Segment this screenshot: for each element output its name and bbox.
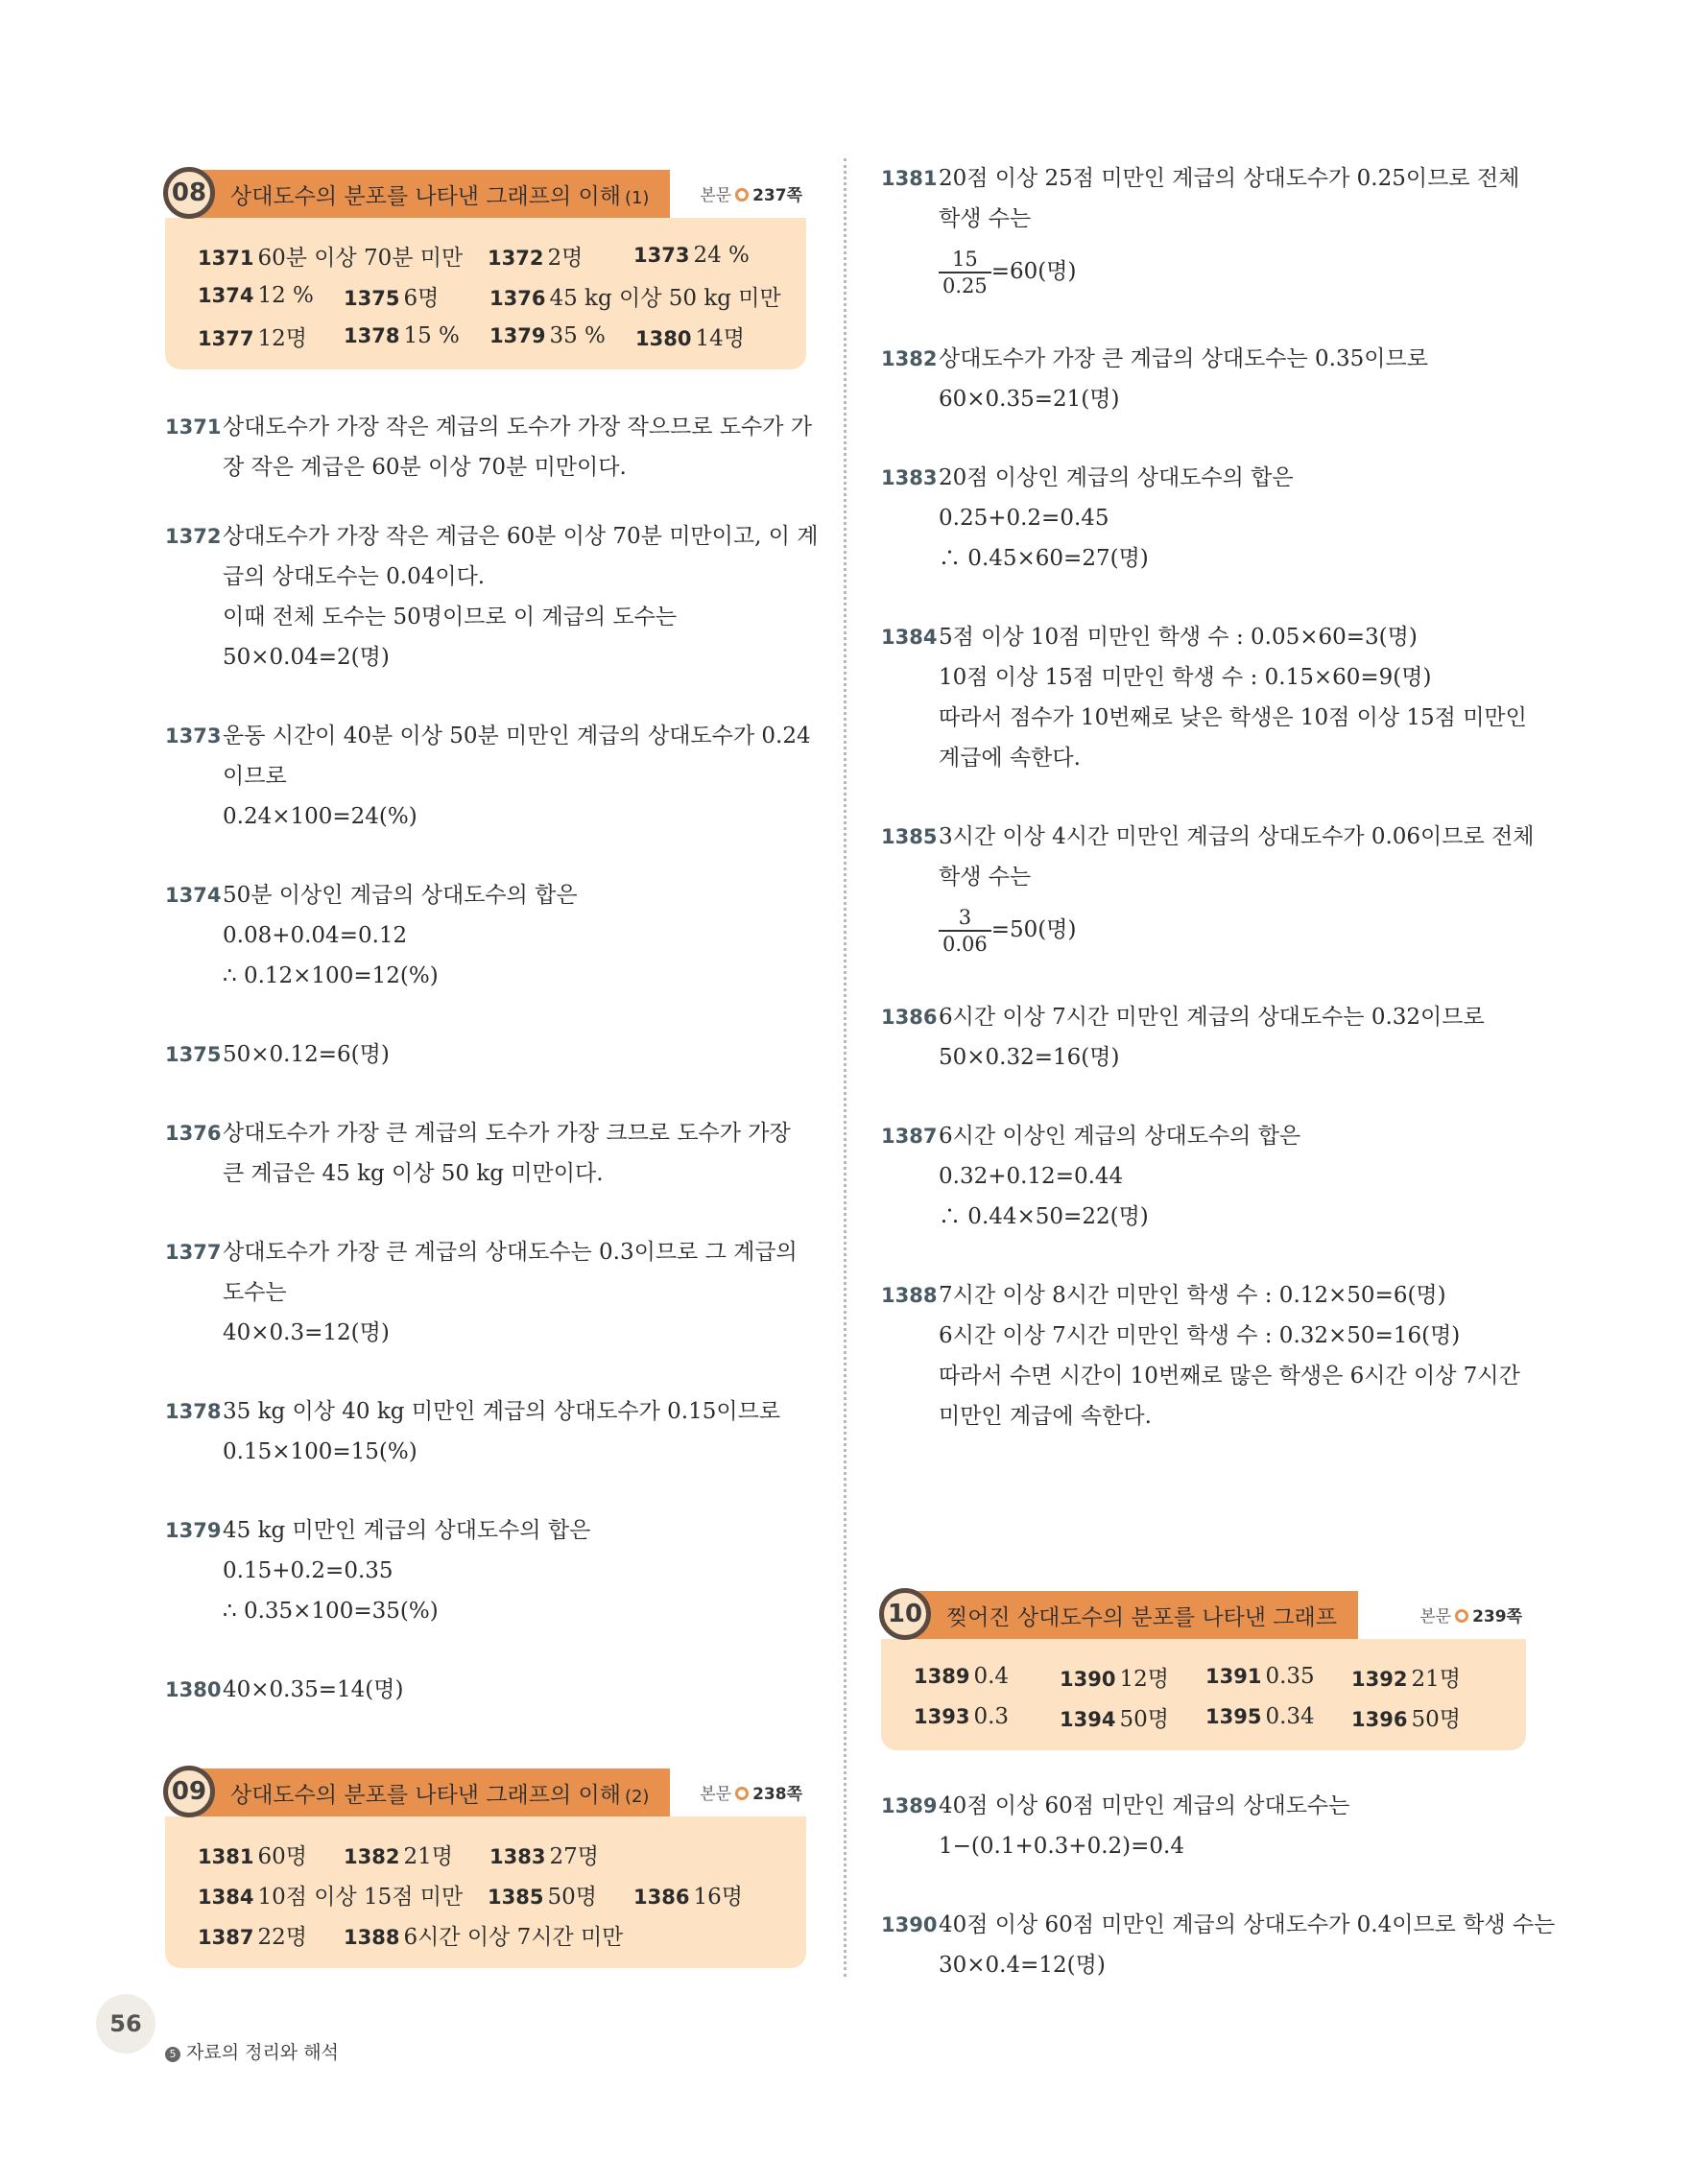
problem-number: 1384: [881, 626, 938, 649]
fraction-result: =60(명): [990, 259, 1077, 284]
answer-box: [165, 1816, 806, 1968]
answer-item: [198, 240, 488, 272]
solution-1382: [881, 339, 1526, 419]
answer-value: 45 kg 이상 50 kg 미만: [549, 285, 781, 311]
section-number: 08: [163, 167, 215, 219]
answer-value: 12명: [1119, 1666, 1169, 1692]
section-header: [165, 170, 806, 218]
answer-value: 6시간 이상 7시간 미만: [403, 1924, 624, 1950]
solution-1376: [165, 1113, 806, 1194]
answer-value: 22명: [257, 1924, 307, 1950]
solution-line: 상대도수가 가장 작은 계급의 도수가 가장 작으므로 도수가 가: [223, 415, 812, 439]
answer-row: [914, 1656, 1493, 1697]
solution-1375: [165, 1034, 806, 1075]
chapter-number-icon: 5: [165, 2047, 180, 2062]
solution-line: 학생 수는: [939, 206, 1032, 231]
solution-1379: [165, 1510, 806, 1631]
answer-item: [914, 1664, 1060, 1689]
answer-item: [198, 1839, 344, 1870]
answer-value: 6명: [403, 285, 440, 311]
fraction: [939, 247, 991, 298]
solution-line: 60×0.35=21(명): [939, 387, 1120, 412]
answer-value: 0.3: [973, 1704, 1010, 1729]
section-title-text: 찢어진 상대도수의 분포를 나타낸 그래프: [946, 1604, 1337, 1630]
answer-item: [1205, 1664, 1351, 1689]
solution-line: 따라서 점수가 10번째로 낮은 학생은 10점 이상 15점 미만인: [939, 705, 1527, 730]
answer-number: 1379: [489, 324, 546, 347]
answer-value: 24 %: [693, 243, 750, 268]
section-title: [230, 178, 649, 210]
answer-value: 2명: [547, 245, 584, 271]
answer-number: 1389: [914, 1665, 970, 1688]
answer-value: 15 %: [403, 323, 460, 348]
section-header: [881, 1591, 1526, 1639]
section-08: [165, 170, 806, 369]
solution-line: 1−(0.1+0.3+0.2)=0.4: [939, 1834, 1184, 1859]
chapter-title: 자료의 정리와 해석: [186, 2042, 339, 2063]
fraction-line: [939, 243, 1526, 300]
answer-number: 1391: [1205, 1665, 1262, 1688]
answer-number: 1394: [1060, 1707, 1116, 1731]
solution-line: 급의 상대도수는 0.04이다.: [223, 564, 486, 589]
answer-number: 1396: [1351, 1707, 1408, 1731]
answer-number: 1373: [633, 244, 690, 267]
solution-1387: [881, 1116, 1526, 1237]
problem-number: 1375: [165, 1043, 222, 1066]
answer-number: 1378: [344, 324, 400, 347]
solution-line: 0.08+0.04=0.12: [223, 923, 408, 948]
fraction-result: =50(명): [990, 917, 1077, 942]
answer-row: [198, 316, 774, 356]
solution-line: 0.32+0.12=0.44: [939, 1164, 1124, 1189]
solution-line: ∴ 0.44×50=22(명): [939, 1204, 1149, 1229]
answer-value: 0.4: [973, 1664, 1010, 1689]
answer-value: 0.34: [1265, 1704, 1315, 1729]
answer-number: 1385: [488, 1885, 544, 1909]
solution-1378: [165, 1391, 806, 1472]
solution-line: 50×0.04=2(명): [223, 645, 390, 670]
answer-item: [344, 323, 489, 348]
reference-page: 239쪽: [1472, 1607, 1522, 1626]
answer-item: [633, 1879, 779, 1911]
solution-line: 0.15×100=15(%): [223, 1439, 417, 1464]
answer-row: [198, 1874, 774, 1914]
problem-number: 1388: [881, 1284, 938, 1307]
problem-number: 1378: [165, 1400, 222, 1423]
section-number: 10: [879, 1588, 931, 1640]
solution-line: ∴ 0.12×100=12(%): [223, 963, 439, 988]
solution-line: 50×0.12=6(명): [223, 1042, 390, 1067]
solution-line: 이때 전체 도수는 50명이므로 이 계급의 도수는: [223, 605, 678, 629]
answer-number: 1386: [633, 1885, 690, 1909]
answer-item: [488, 1879, 633, 1911]
answer-value: 21명: [1411, 1666, 1461, 1692]
answer-item: [198, 283, 344, 308]
solutions-left: [165, 407, 819, 1710]
solution-line: 상대도수가 가장 큰 계급의 상대도수는 0.3이므로 그 계급의: [223, 1240, 798, 1265]
problem-number: 1376: [165, 1122, 222, 1145]
solution-line: 상대도수가 가장 큰 계급의 도수가 가장 크므로 도수가 가장: [223, 1121, 791, 1146]
answer-item: [198, 320, 344, 352]
answer-row: [198, 1834, 774, 1874]
problem-number: 1381: [881, 167, 938, 190]
solution-line: 6시간 이상 7시간 미만인 계급의 상대도수는 0.32이므로: [939, 1005, 1485, 1030]
answer-value: 14명: [695, 325, 745, 351]
solution-1385: [881, 817, 1535, 959]
section-title-text: 상대도수의 분포를 나타낸 그래프의 이해: [230, 1782, 621, 1808]
page-number: 56: [96, 1994, 155, 2053]
solution-line: 큰 계급은 45 kg 이상 50 kg 미만이다.: [223, 1161, 604, 1186]
answer-number: 1381: [198, 1844, 254, 1868]
problem-number: 1382: [881, 347, 938, 370]
answer-value: 10점 이상 15점 미만: [257, 1884, 464, 1910]
solution-1384: [881, 617, 1526, 778]
answer-value: 50명: [1411, 1706, 1461, 1732]
solution-line: 0.24×100=24(%): [223, 804, 417, 829]
column-divider: [844, 158, 846, 1977]
arrow-circle-icon: [735, 1787, 749, 1800]
answer-box: [165, 218, 806, 369]
answer-item: [489, 1839, 635, 1870]
answer-row: [914, 1697, 1493, 1737]
problem-number: 1386: [881, 1006, 938, 1029]
solution-line: 20점 이상인 계급의 상대도수의 합은: [939, 465, 1294, 490]
answer-item: [1205, 1704, 1351, 1729]
reference-label: 본문: [700, 186, 732, 205]
problem-number: 1373: [165, 724, 222, 748]
section-part: (2): [624, 1786, 650, 1807]
solution-line: 0.15+0.2=0.35: [223, 1558, 393, 1583]
answer-number: 1371: [198, 246, 254, 270]
answer-value: 0.35: [1265, 1664, 1315, 1689]
solution-line: 40×0.3=12(명): [223, 1320, 390, 1345]
section-number: 09: [163, 1766, 215, 1817]
answer-value: 21명: [403, 1843, 453, 1869]
fraction: [939, 905, 991, 957]
denominator: 0.25: [939, 272, 991, 298]
answer-box: [881, 1639, 1526, 1750]
answer-number: 1392: [1351, 1667, 1408, 1691]
answer-number: 1376: [489, 286, 546, 310]
section-10: [881, 1591, 1526, 1750]
answer-number: 1388: [344, 1925, 400, 1949]
answer-item: [488, 240, 633, 272]
answer-value: 16명: [693, 1884, 743, 1910]
denominator: 0.06: [939, 930, 991, 957]
answer-number: 1375: [344, 286, 400, 310]
answer-value: 60명: [257, 1843, 307, 1869]
solution-line: 상대도수가 가장 작은 계급은 60분 이상 70분 미만이고, 이 계: [223, 524, 819, 549]
textbook-reference: [700, 1780, 802, 1804]
solution-1373: [165, 716, 811, 837]
solution-1377: [165, 1232, 806, 1353]
textbook-reference: [1419, 1602, 1522, 1626]
textbook-reference: [700, 181, 802, 205]
numerator: 15: [952, 248, 978, 271]
solution-line: 20점 이상 25점 미만인 계급의 상대도수가 0.25이므로 전체: [939, 166, 1520, 191]
problem-number: 1379: [165, 1519, 222, 1542]
reference-label: 본문: [1419, 1607, 1452, 1626]
answer-number: 1390: [1060, 1667, 1116, 1691]
answer-number: 1395: [1205, 1705, 1262, 1728]
solution-line: 3시간 이상 4시간 미만인 계급의 상대도수가 0.06이므로 전체: [939, 824, 1535, 849]
solution-1389: [881, 1786, 1526, 1866]
problem-number: 1372: [165, 525, 222, 548]
problem-number: 1374: [165, 884, 222, 907]
reference-page: 237쪽: [752, 186, 802, 205]
arrow-circle-icon: [1455, 1609, 1468, 1623]
solution-1381: [881, 158, 1526, 300]
answer-value: 35 %: [549, 323, 606, 348]
reference-label: 본문: [700, 1785, 732, 1804]
answer-item: [1351, 1701, 1497, 1733]
answer-item: [1351, 1661, 1497, 1693]
solutions-right-top: [881, 158, 1535, 1436]
solution-line: 50분 이상인 계급의 상대도수의 합은: [223, 883, 578, 908]
solution-line: 따라서 수면 시간이 10번째로 많은 학생은 6시간 이상 7시간: [939, 1364, 1520, 1389]
section-title: [946, 1600, 1337, 1631]
answer-row: [198, 1914, 774, 1955]
answer-item: [635, 320, 781, 352]
answer-item: [914, 1704, 1060, 1729]
answer-item: [1060, 1701, 1205, 1733]
problem-number: 1389: [881, 1794, 938, 1817]
section-part: (1): [624, 187, 650, 208]
solution-line: 35 kg 이상 40 kg 미만인 계급의 상대도수가 0.15이므로: [223, 1399, 781, 1424]
answer-item: [344, 280, 489, 312]
answer-item: [198, 1919, 344, 1951]
solution-line: 40점 이상 60점 미만인 계급의 상대도수가 0.4이므로 학생 수는: [939, 1912, 1556, 1937]
solution-1390: [881, 1905, 1556, 1985]
solution-line: 이므로: [223, 764, 287, 789]
solution-line: 5점 이상 10점 미만인 학생 수 : 0.05×60=3(명): [939, 625, 1418, 650]
solution-line: 학생 수는: [939, 865, 1032, 890]
answer-number: 1374: [198, 284, 254, 307]
answer-row: [198, 275, 781, 316]
answer-number: 1380: [635, 326, 692, 350]
solution-line: 도수는: [223, 1280, 287, 1305]
answer-item: [344, 1919, 632, 1951]
problem-number: 1390: [881, 1913, 938, 1936]
section-tab: [881, 1591, 1358, 1639]
numerator: 3: [958, 906, 972, 929]
problem-number: 1371: [165, 415, 222, 439]
solution-1386: [881, 997, 1526, 1078]
answer-item: [489, 280, 781, 312]
answer-value: 50명: [547, 1884, 597, 1910]
solution-line: 50×0.32=16(명): [939, 1045, 1120, 1070]
answer-item: [489, 323, 635, 348]
answer-value: 12명: [257, 325, 307, 351]
solution-line: 40×0.35=14(명): [223, 1677, 404, 1702]
solution-line: 계급에 속한다.: [939, 746, 1081, 771]
answer-number: 1377: [198, 326, 254, 350]
answer-value: 12 %: [257, 283, 314, 308]
answer-value: 27명: [549, 1843, 599, 1869]
problem-number: 1387: [881, 1125, 938, 1148]
solution-line: 7시간 이상 8시간 미만인 학생 수 : 0.12×50=6(명): [939, 1283, 1446, 1308]
answer-number: 1382: [344, 1844, 400, 1868]
solution-line: 10점 이상 15점 미만인 학생 수 : 0.15×60=9(명): [939, 665, 1432, 690]
reference-page: 238쪽: [752, 1785, 802, 1804]
answer-item: [1060, 1661, 1205, 1693]
answer-number: 1384: [198, 1885, 254, 1909]
solution-line: 30×0.4=12(명): [939, 1953, 1106, 1978]
answer-number: 1387: [198, 1925, 254, 1949]
solution-line: 6시간 이상 7시간 미만인 학생 수 : 0.32×50=16(명): [939, 1323, 1461, 1348]
solution-1371: [165, 407, 812, 487]
solution-line: ∴ 0.35×100=35(%): [223, 1599, 439, 1624]
answer-value: 50명: [1119, 1706, 1169, 1732]
answer-value: 60분 이상 70분 미만: [257, 245, 464, 271]
answer-row: [198, 235, 774, 275]
solution-line: 0.25+0.2=0.45: [939, 506, 1109, 531]
solution-1372: [165, 516, 819, 677]
section-09: [165, 1769, 806, 1968]
solution-line: 45 kg 미만인 계급의 상대도수의 합은: [223, 1518, 591, 1543]
solution-1388: [881, 1275, 1526, 1436]
solution-1380: [165, 1670, 806, 1710]
problem-number: 1383: [881, 466, 938, 489]
section-header: [165, 1769, 806, 1816]
section-tab: [165, 170, 670, 218]
solution-1374: [165, 875, 806, 996]
answer-item: [344, 1839, 489, 1870]
section-tab: [165, 1769, 670, 1816]
answer-number: 1393: [914, 1705, 970, 1728]
solution-line: 장 작은 계급은 60분 이상 70분 미만이다.: [223, 455, 627, 480]
solutions-right-bottom: [881, 1786, 1556, 1985]
problem-number: 1380: [165, 1678, 222, 1701]
answer-number: 1372: [488, 246, 544, 270]
solution-line: 미만인 계급에 속한다.: [939, 1404, 1152, 1429]
problem-number: 1377: [165, 1241, 222, 1264]
answer-item: [198, 1879, 488, 1911]
chapter-label: [165, 2038, 339, 2064]
arrow-circle-icon: [735, 188, 749, 202]
solution-line: ∴ 0.45×60=27(명): [939, 546, 1149, 571]
problem-number: 1385: [881, 825, 938, 848]
section-title-text: 상대도수의 분포를 나타낸 그래프의 이해: [230, 183, 621, 209]
section-title: [230, 1777, 649, 1809]
answer-item: [633, 243, 806, 268]
fraction-line: [939, 901, 1526, 959]
solution-line: 40점 이상 60점 미만인 계급의 상대도수는: [939, 1793, 1350, 1818]
solution-1383: [881, 458, 1526, 579]
solution-line: 상대도수가 가장 큰 계급의 상대도수는 0.35이므로: [939, 346, 1428, 371]
solution-line: 6시간 이상인 계급의 상대도수의 합은: [939, 1124, 1301, 1149]
solution-line: 운동 시간이 40분 이상 50분 미만인 계급의 상대도수가 0.24: [223, 724, 811, 748]
answer-number: 1383: [489, 1844, 546, 1868]
